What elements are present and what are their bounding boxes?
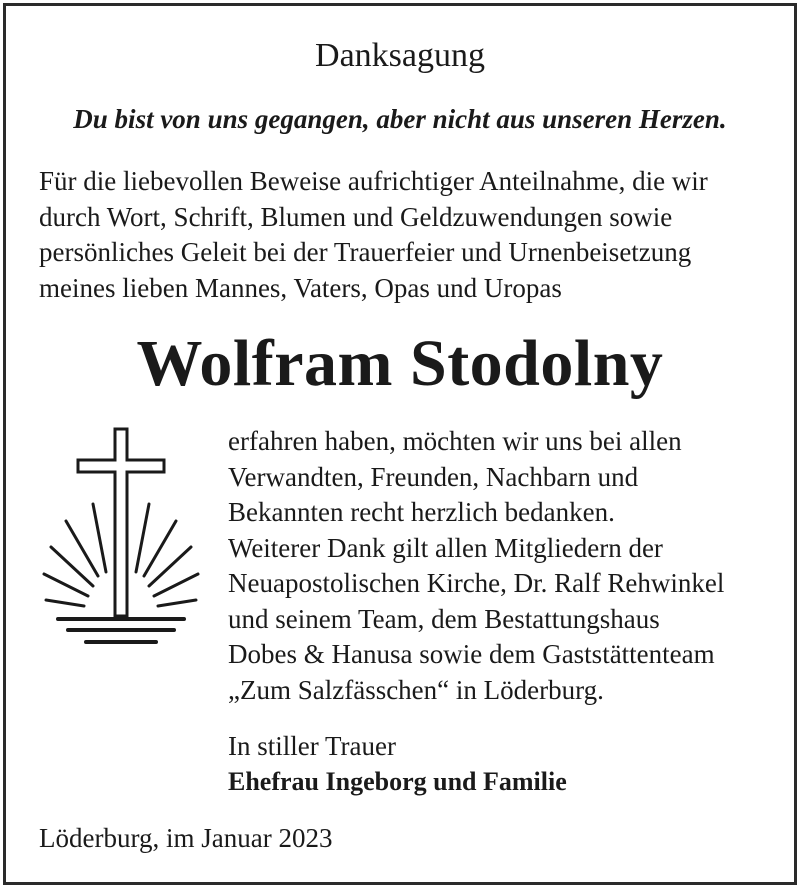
thanks-line: „Zum Salzfässchen“ in Löderburg. <box>228 674 604 705</box>
obituary-notice <box>3 3 797 885</box>
intro-line: meines lieben Mannes, Vaters, Opas und Uropas <box>39 272 562 303</box>
notice-motto: Du bist von uns gegangen, aber nicht aus unseren Herzen. <box>73 104 727 134</box>
thanks-line: Weiterer Dank gilt allen Mitgliedern der <box>228 532 663 563</box>
new-apostolic-cross-icon <box>36 424 206 654</box>
thanks-line: Verwandten, Freunden, Nachbarn und <box>228 461 639 492</box>
intro-line: Für die liebevollen Beweise aufrichtiger Anteilnahme, die wir <box>39 166 708 196</box>
signatories: Ehefrau Ingeborg und Familie <box>228 767 567 796</box>
thanks-line: erfahren haben, möchten wir uns bei allen <box>228 426 682 456</box>
thanks-line: Neuapostolischen Kirche, Dr. Ralf Rehwinkel <box>228 568 725 598</box>
intro-line: durch Wort, Schrift, Blumen und Geldzuwendungen sowie <box>39 201 673 232</box>
notice-heading: Danksagung <box>315 37 485 74</box>
thanks-line: und seinem Team, dem Bestattungshaus <box>228 603 660 634</box>
place-date: Löderburg, im Januar 2023 <box>39 823 333 853</box>
thanks-line: Dobes & Hanusa sowie dem Gaststättenteam <box>228 639 715 669</box>
intro-paragraph <box>39 164 779 306</box>
intro-line: persönliches Geleit bei der Trauerfeier und Urnenbeisetzung <box>39 237 692 267</box>
thanks-paragraph <box>228 424 788 708</box>
deceased-name: Wolfram Stodolny <box>136 327 664 400</box>
closing-phrase: In stiller Trauer <box>228 731 396 761</box>
thanks-line: Bekannten recht herzlich bedanken. <box>228 497 615 527</box>
